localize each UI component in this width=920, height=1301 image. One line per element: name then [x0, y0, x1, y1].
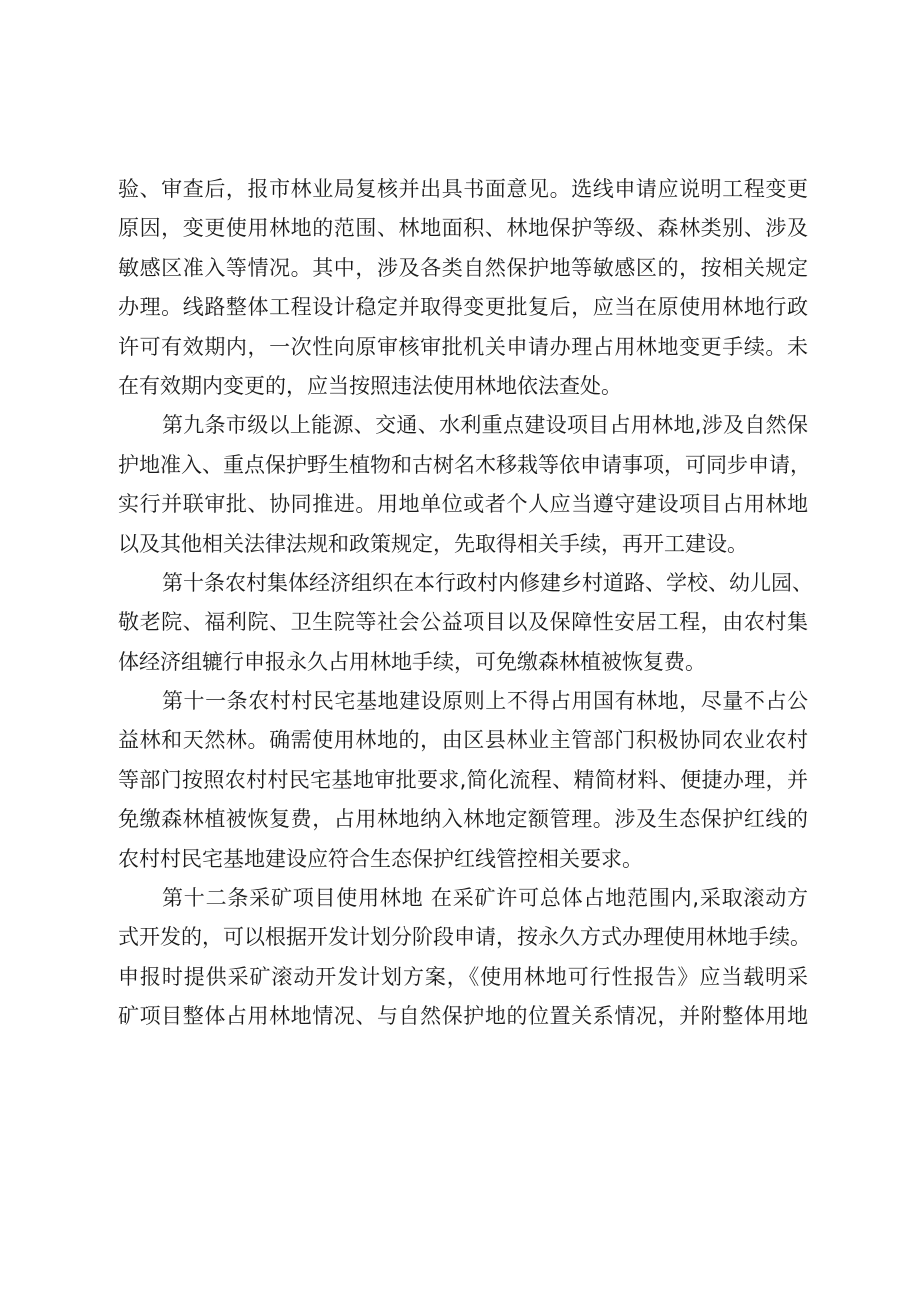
- paragraph: [118, 406, 811, 564]
- paragraph: [118, 564, 813, 682]
- text-line: 等部门按照农村村民宅基地审批要求,简化流程、精简材料、便捷办理，并: [118, 767, 808, 792]
- text-line: 免缴森林植被恢复费，占用林地纳入林地定额管理。涉及生态保护红线的: [118, 807, 808, 832]
- paragraph: [118, 170, 808, 406]
- text-line: 实行并联审批、协同推进。用地单位或者个人应当遵守建设项目占用林地: [118, 492, 808, 517]
- text-line: 第十一条农村村民宅基地建设原则上不得占用国有林地，尽量不占公: [162, 689, 808, 714]
- text-line: 矿项目整体占用林地情况、与自然保护地的位置关系情况，并附整体用地: [118, 1004, 808, 1029]
- document-body: [118, 170, 813, 1037]
- text-line: 敬老院、福利院、卫生院等社会公益项目以及保障性安居工程，由农村集: [118, 610, 808, 635]
- text-line: 第十条农村集体经济组织在本行政村内修建乡村道路、学校、幼儿园、: [162, 570, 813, 595]
- paragraph: [118, 879, 811, 1037]
- text-line: 申报时提供采矿滚动开发计划方案，《使用林地可行性报告》应当载明采: [118, 964, 808, 989]
- text-line: 第九条市级以上能源、交通、水利重点建设项目占用林地,涉及自然保: [162, 413, 808, 438]
- text-line: 验、审查后，报市林业局复核并出具书面意见。选线申请应说明工程变更: [118, 177, 808, 201]
- text-line: 在有效期内变更的，应当按照违法使用林地依法查处。: [118, 373, 622, 398]
- text-line: 以及其他相关法律法规和政策规定，先取得相关手续，再开工建设。: [118, 531, 748, 556]
- text-line: 办理。线路整体工程设计稳定并取得变更批复后，应当在原使用林地行政: [118, 295, 808, 320]
- text-line: 第十二条采矿项目使用林地 在采矿许可总体占地范围内,采取滚动方: [162, 886, 808, 911]
- text-line: 体经济组辘行申报永久占用林地手续，可免缴森林植被恢复费。: [118, 649, 706, 674]
- text-line: 式开发的，可以根据开发计划分阶段申请，按永久方式办理使用林地手续。: [118, 925, 811, 950]
- text-line: 护地准入、重点保护野生植物和古树名木移栽等依申请事项，可同步申请，: [118, 452, 811, 477]
- text-line: 敏感区准入等情况。其中，涉及各类自然保护地等敏感区的，按相关规定: [118, 255, 808, 280]
- text-line: 农村村民宅基地建设应符合生态保护红线管控相关要求。: [118, 846, 643, 871]
- text-line: 许可有效期内，一次性向原审核审批机关申请办理占用林地变更手续。未: [118, 334, 808, 359]
- text-line: 益林和天然林。确需使用林地的，由区县林业主管部门积极协同农业农村: [118, 728, 808, 753]
- paragraph: [118, 682, 808, 879]
- text-line: 原因，变更使用林地的范围、林地面积、林地保护等级、森林类别、涉及: [118, 216, 808, 241]
